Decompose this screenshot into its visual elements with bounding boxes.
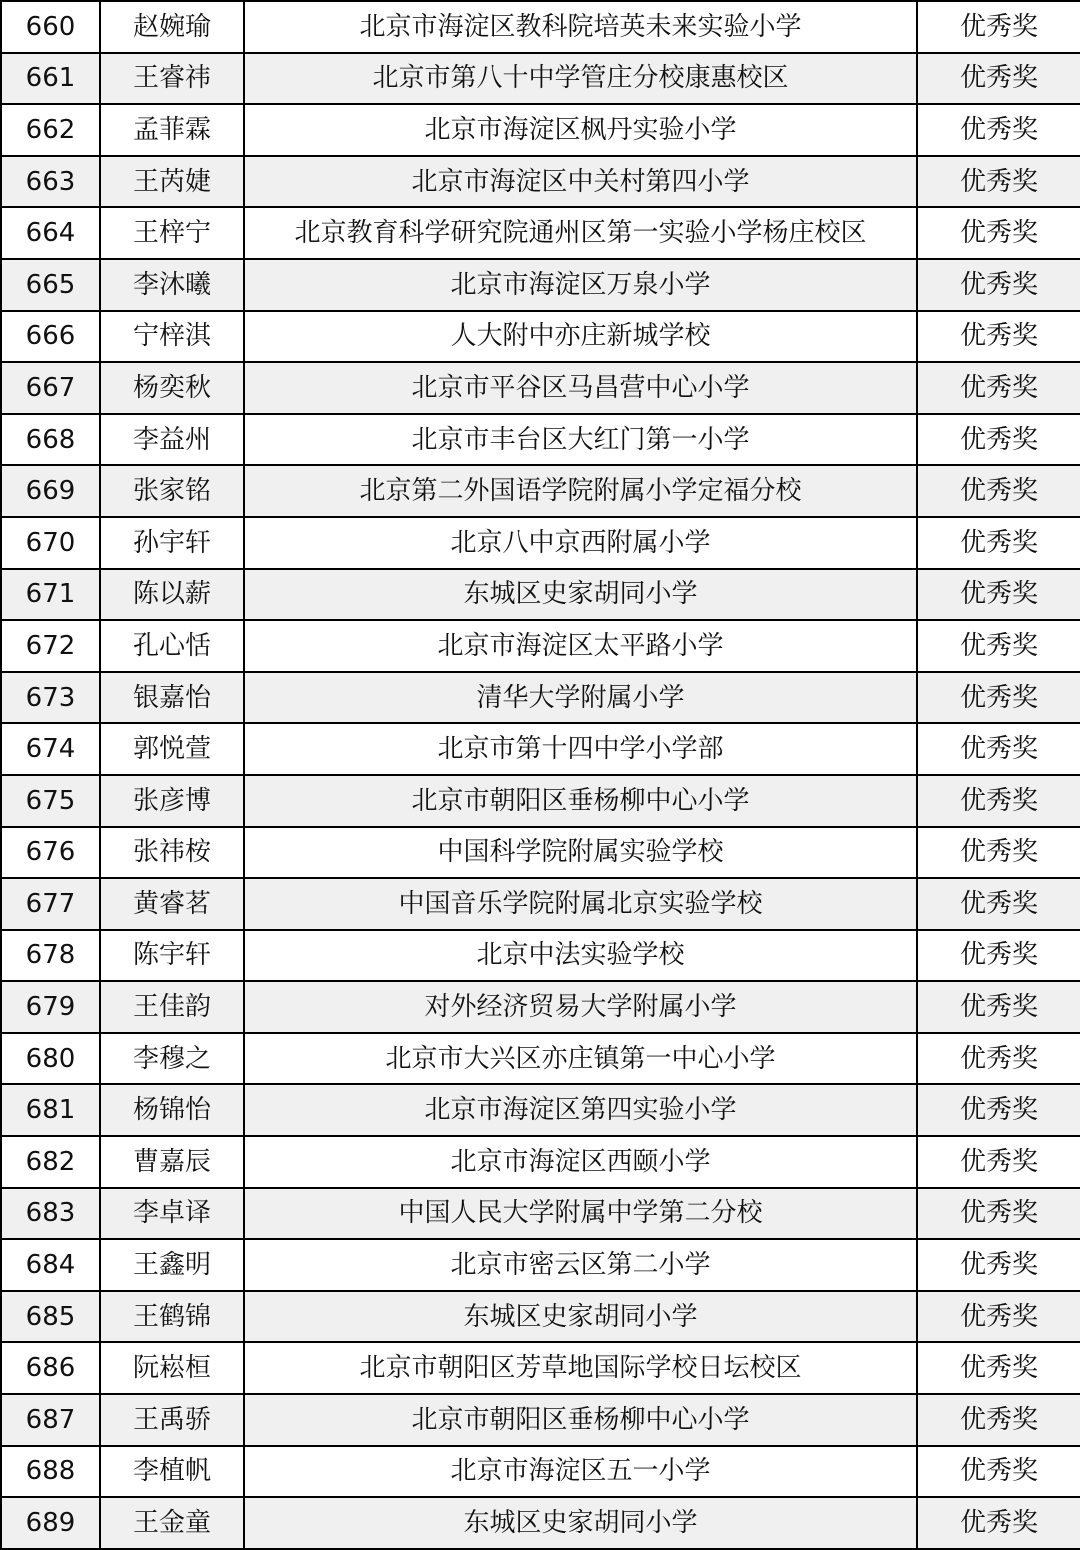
table-row xyxy=(1,775,1080,827)
award-level-cell: 优秀奖 xyxy=(917,517,1080,569)
entry-number-cell: 677 xyxy=(1,878,100,930)
award-level-cell: 优秀奖 xyxy=(917,362,1080,414)
award-level-cell: 优秀奖 xyxy=(917,981,1080,1033)
table-row xyxy=(1,104,1080,156)
entry-number-cell: 666 xyxy=(1,311,100,363)
table-row xyxy=(1,517,1080,569)
school-name-cell: 北京市朝阳区垂杨柳中心小学 xyxy=(244,1394,917,1446)
school-name-cell: 北京市海淀区第四实验小学 xyxy=(244,1084,917,1136)
school-name-cell: 东城区史家胡同小学 xyxy=(244,1497,917,1549)
award-level-cell: 优秀奖 xyxy=(917,1291,1080,1343)
entry-number-cell: 679 xyxy=(1,981,100,1033)
student-name-cell: 王金童 xyxy=(100,1497,244,1549)
table-row xyxy=(1,1033,1080,1085)
student-name-cell: 王禹骄 xyxy=(100,1394,244,1446)
table-row xyxy=(1,723,1080,775)
table-row xyxy=(1,1446,1080,1498)
award-level-cell: 优秀奖 xyxy=(917,672,1080,724)
entry-number-cell: 682 xyxy=(1,1136,100,1188)
entry-number-cell: 671 xyxy=(1,569,100,621)
entry-number-cell: 668 xyxy=(1,414,100,466)
table-row xyxy=(1,1239,1080,1291)
award-level-cell: 优秀奖 xyxy=(917,1342,1080,1394)
entry-number-cell: 662 xyxy=(1,104,100,156)
entry-number-cell: 670 xyxy=(1,517,100,569)
school-name-cell: 人大附中亦庄新城学校 xyxy=(244,311,917,363)
school-name-cell: 北京市海淀区中关村第四小学 xyxy=(244,156,917,208)
award-level-cell: 优秀奖 xyxy=(917,311,1080,363)
student-name-cell: 王鹤锦 xyxy=(100,1291,244,1343)
student-name-cell: 郭悦萱 xyxy=(100,723,244,775)
school-name-cell: 北京市海淀区西颐小学 xyxy=(244,1136,917,1188)
school-name-cell: 北京市密云区第二小学 xyxy=(244,1239,917,1291)
student-name-cell: 张家铭 xyxy=(100,465,244,517)
school-name-cell: 中国人民大学附属中学第二分校 xyxy=(244,1188,917,1240)
table-row xyxy=(1,981,1080,1033)
student-name-cell: 李卓译 xyxy=(100,1188,244,1240)
entry-number-cell: 685 xyxy=(1,1291,100,1343)
award-level-cell: 优秀奖 xyxy=(917,104,1080,156)
student-name-cell: 宁梓淇 xyxy=(100,311,244,363)
entry-number-cell: 686 xyxy=(1,1342,100,1394)
award-level-cell: 优秀奖 xyxy=(917,1,1080,53)
table-row xyxy=(1,1188,1080,1240)
school-name-cell: 北京市海淀区教科院培英未来实验小学 xyxy=(244,1,917,53)
table-row xyxy=(1,1342,1080,1394)
entry-number-cell: 684 xyxy=(1,1239,100,1291)
award-level-cell: 优秀奖 xyxy=(917,930,1080,982)
table-row xyxy=(1,362,1080,414)
table-row xyxy=(1,207,1080,259)
award-list-body xyxy=(1,1,1080,1549)
student-name-cell: 陈宇轩 xyxy=(100,930,244,982)
award-level-cell: 优秀奖 xyxy=(917,1033,1080,1085)
table-row xyxy=(1,930,1080,982)
entry-number-cell: 680 xyxy=(1,1033,100,1085)
award-level-cell: 优秀奖 xyxy=(917,723,1080,775)
award-level-cell: 优秀奖 xyxy=(917,465,1080,517)
school-name-cell: 清华大学附属小学 xyxy=(244,672,917,724)
student-name-cell: 孟菲霖 xyxy=(100,104,244,156)
student-name-cell: 杨奕秋 xyxy=(100,362,244,414)
entry-number-cell: 664 xyxy=(1,207,100,259)
school-name-cell: 中国科学院附属实验学校 xyxy=(244,827,917,879)
student-name-cell: 王佳韵 xyxy=(100,981,244,1033)
student-name-cell: 王梓宁 xyxy=(100,207,244,259)
school-name-cell: 北京教育科学研究院通州区第一实验小学杨庄校区 xyxy=(244,207,917,259)
table-row xyxy=(1,53,1080,105)
student-name-cell: 孔心恬 xyxy=(100,620,244,672)
student-name-cell: 李益州 xyxy=(100,414,244,466)
entry-number-cell: 688 xyxy=(1,1446,100,1498)
school-name-cell: 东城区史家胡同小学 xyxy=(244,569,917,621)
student-name-cell: 阮崧桓 xyxy=(100,1342,244,1394)
award-level-cell: 优秀奖 xyxy=(917,878,1080,930)
student-name-cell: 赵婉瑜 xyxy=(100,1,244,53)
entry-number-cell: 675 xyxy=(1,775,100,827)
entry-number-cell: 678 xyxy=(1,930,100,982)
student-name-cell: 王睿祎 xyxy=(100,53,244,105)
school-name-cell: 北京市大兴区亦庄镇第一中心小学 xyxy=(244,1033,917,1085)
school-name-cell: 对外经济贸易大学附属小学 xyxy=(244,981,917,1033)
entry-number-cell: 665 xyxy=(1,259,100,311)
school-name-cell: 北京市朝阳区芳草地国际学校日坛校区 xyxy=(244,1342,917,1394)
table-row xyxy=(1,259,1080,311)
award-level-cell: 优秀奖 xyxy=(917,1239,1080,1291)
school-name-cell: 北京市海淀区五一小学 xyxy=(244,1446,917,1498)
award-level-cell: 优秀奖 xyxy=(917,414,1080,466)
entry-number-cell: 676 xyxy=(1,827,100,879)
table-row xyxy=(1,827,1080,879)
entry-number-cell: 661 xyxy=(1,53,100,105)
student-name-cell: 张祎桉 xyxy=(100,827,244,879)
table-row xyxy=(1,1,1080,53)
award-level-cell: 优秀奖 xyxy=(917,827,1080,879)
award-level-cell: 优秀奖 xyxy=(917,1188,1080,1240)
award-level-cell: 优秀奖 xyxy=(917,1497,1080,1549)
school-name-cell: 北京市海淀区万泉小学 xyxy=(244,259,917,311)
award-level-cell: 优秀奖 xyxy=(917,53,1080,105)
table-row xyxy=(1,311,1080,363)
student-name-cell: 黄睿茗 xyxy=(100,878,244,930)
school-name-cell: 北京市丰台区大红门第一小学 xyxy=(244,414,917,466)
student-name-cell: 李植帆 xyxy=(100,1446,244,1498)
student-name-cell: 张彦博 xyxy=(100,775,244,827)
table-row xyxy=(1,1084,1080,1136)
award-level-cell: 优秀奖 xyxy=(917,1084,1080,1136)
table-row xyxy=(1,1394,1080,1446)
student-name-cell: 孙宇轩 xyxy=(100,517,244,569)
award-level-cell: 优秀奖 xyxy=(917,620,1080,672)
student-name-cell: 杨锦怡 xyxy=(100,1084,244,1136)
table-row xyxy=(1,156,1080,208)
award-level-cell: 优秀奖 xyxy=(917,207,1080,259)
school-name-cell: 北京第二外国语学院附属小学定福分校 xyxy=(244,465,917,517)
school-name-cell: 北京市海淀区枫丹实验小学 xyxy=(244,104,917,156)
table-row xyxy=(1,569,1080,621)
entry-number-cell: 681 xyxy=(1,1084,100,1136)
student-name-cell: 陈以薪 xyxy=(100,569,244,621)
school-name-cell: 中国音乐学院附属北京实验学校 xyxy=(244,878,917,930)
table-row xyxy=(1,878,1080,930)
award-level-cell: 优秀奖 xyxy=(917,1446,1080,1498)
entry-number-cell: 683 xyxy=(1,1188,100,1240)
table-row xyxy=(1,620,1080,672)
student-name-cell: 李穆之 xyxy=(100,1033,244,1085)
award-level-cell: 优秀奖 xyxy=(917,1136,1080,1188)
table-row xyxy=(1,414,1080,466)
entry-number-cell: 674 xyxy=(1,723,100,775)
entry-number-cell: 687 xyxy=(1,1394,100,1446)
school-name-cell: 北京市第十四中学小学部 xyxy=(244,723,917,775)
school-name-cell: 北京市第八十中学管庄分校康惠校区 xyxy=(244,53,917,105)
entry-number-cell: 667 xyxy=(1,362,100,414)
student-name-cell: 李沐曦 xyxy=(100,259,244,311)
award-level-cell: 优秀奖 xyxy=(917,259,1080,311)
entry-number-cell: 673 xyxy=(1,672,100,724)
table-row xyxy=(1,672,1080,724)
entry-number-cell: 669 xyxy=(1,465,100,517)
award-level-cell: 优秀奖 xyxy=(917,156,1080,208)
table-row xyxy=(1,1497,1080,1549)
school-name-cell: 北京市海淀区太平路小学 xyxy=(244,620,917,672)
award-level-cell: 优秀奖 xyxy=(917,569,1080,621)
award-level-cell: 优秀奖 xyxy=(917,775,1080,827)
table-row xyxy=(1,1291,1080,1343)
school-name-cell: 北京市平谷区马昌营中心小学 xyxy=(244,362,917,414)
school-name-cell: 北京市朝阳区垂杨柳中心小学 xyxy=(244,775,917,827)
award-level-cell: 优秀奖 xyxy=(917,1394,1080,1446)
school-name-cell: 北京八中京西附属小学 xyxy=(244,517,917,569)
school-name-cell: 东城区史家胡同小学 xyxy=(244,1291,917,1343)
student-name-cell: 王芮婕 xyxy=(100,156,244,208)
student-name-cell: 王鑫明 xyxy=(100,1239,244,1291)
student-name-cell: 银嘉怡 xyxy=(100,672,244,724)
entry-number-cell: 660 xyxy=(1,1,100,53)
school-name-cell: 北京中法实验学校 xyxy=(244,930,917,982)
entry-number-cell: 672 xyxy=(1,620,100,672)
table-row xyxy=(1,465,1080,517)
entry-number-cell: 689 xyxy=(1,1497,100,1549)
entry-number-cell: 663 xyxy=(1,156,100,208)
table-row xyxy=(1,1136,1080,1188)
student-name-cell: 曹嘉辰 xyxy=(100,1136,244,1188)
